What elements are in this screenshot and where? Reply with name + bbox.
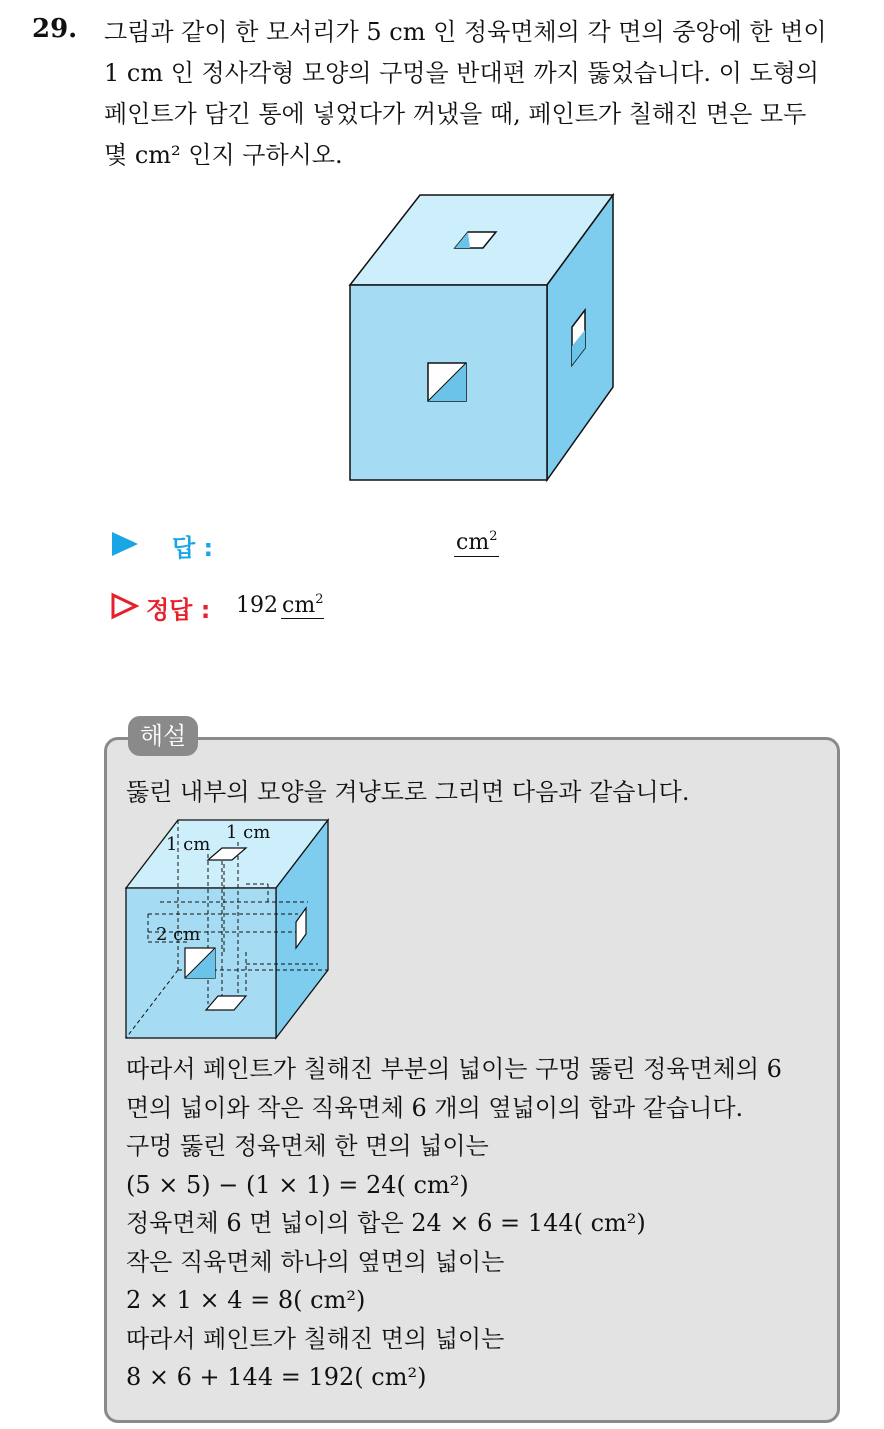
answer-label: 답 : (172, 534, 214, 562)
solution-intro: 뚫린 내부의 모양을 겨냥도로 그리면 다음과 같습니다. (126, 778, 690, 806)
label-2cm: 2 cm (156, 924, 201, 945)
correct-answer-label: 정답 : (146, 596, 211, 624)
answer-unit: $cm^2$ (456, 529, 498, 555)
label-1cm-a: 1 cm (166, 834, 211, 855)
solution-line: 8 × 6 + 144 = 192( cm²) (126, 1363, 427, 1391)
play-triangle-icon (110, 530, 140, 558)
solution-line: 면의 넓이와 작은 직육면체 6 개의 옆넓이의 합과 같습니다. (126, 1093, 744, 1122)
solution-line: 따라서 페인트가 칠해진 면의 넓이는 (126, 1324, 505, 1353)
see-through-cube-figure (118, 812, 338, 1044)
solution-line: 2 × 1 × 4 = 8( cm²) (126, 1286, 366, 1314)
question-line: 몇 cm² 인지 구하시오. (104, 141, 343, 169)
solution-line: 정육면체 6 면 넓이의 합은 24 × 6 = 144( cm²) (126, 1209, 646, 1237)
correct-answer-row (110, 590, 610, 626)
question-number: 29. (32, 14, 78, 44)
solution-line: 구멍 뚫린 정육면체 한 면의 넓이는 (126, 1132, 489, 1160)
cube-with-holes-figure (330, 180, 630, 490)
outline-triangle-icon (110, 592, 140, 620)
question-text (104, 12, 864, 176)
question-line: 페인트가 담긴 통에 넣었다가 꺼냈을 때, 페인트가 칠해진 면은 모두 (104, 100, 807, 128)
solution-lines (126, 1050, 782, 1397)
solution-tab: 해설 (128, 716, 198, 756)
answer-row (110, 528, 610, 564)
question-line: 그림과 같이 한 모서리가 5 cm 인 정육면체의 각 면의 중앙에 한 변이 (104, 18, 827, 46)
question-line: 1 cm 인 정사각형 모양의 구멍을 반대편 까지 뚫었습니다. 이 도형의 (104, 59, 819, 87)
label-1cm-b: 1 cm (226, 822, 271, 843)
solution-line: 따라서 페인트가 칠해진 부분의 넓이는 구멍 뚫린 정육면체의 6 (126, 1055, 782, 1083)
correct-answer-value: 192 $cm^2$ (236, 592, 324, 618)
solution-line: 작은 직육면체 하나의 옆면의 넓이는 (126, 1247, 505, 1276)
solution-line: (5 × 5) − (1 × 1) = 24( cm²) (126, 1170, 469, 1199)
